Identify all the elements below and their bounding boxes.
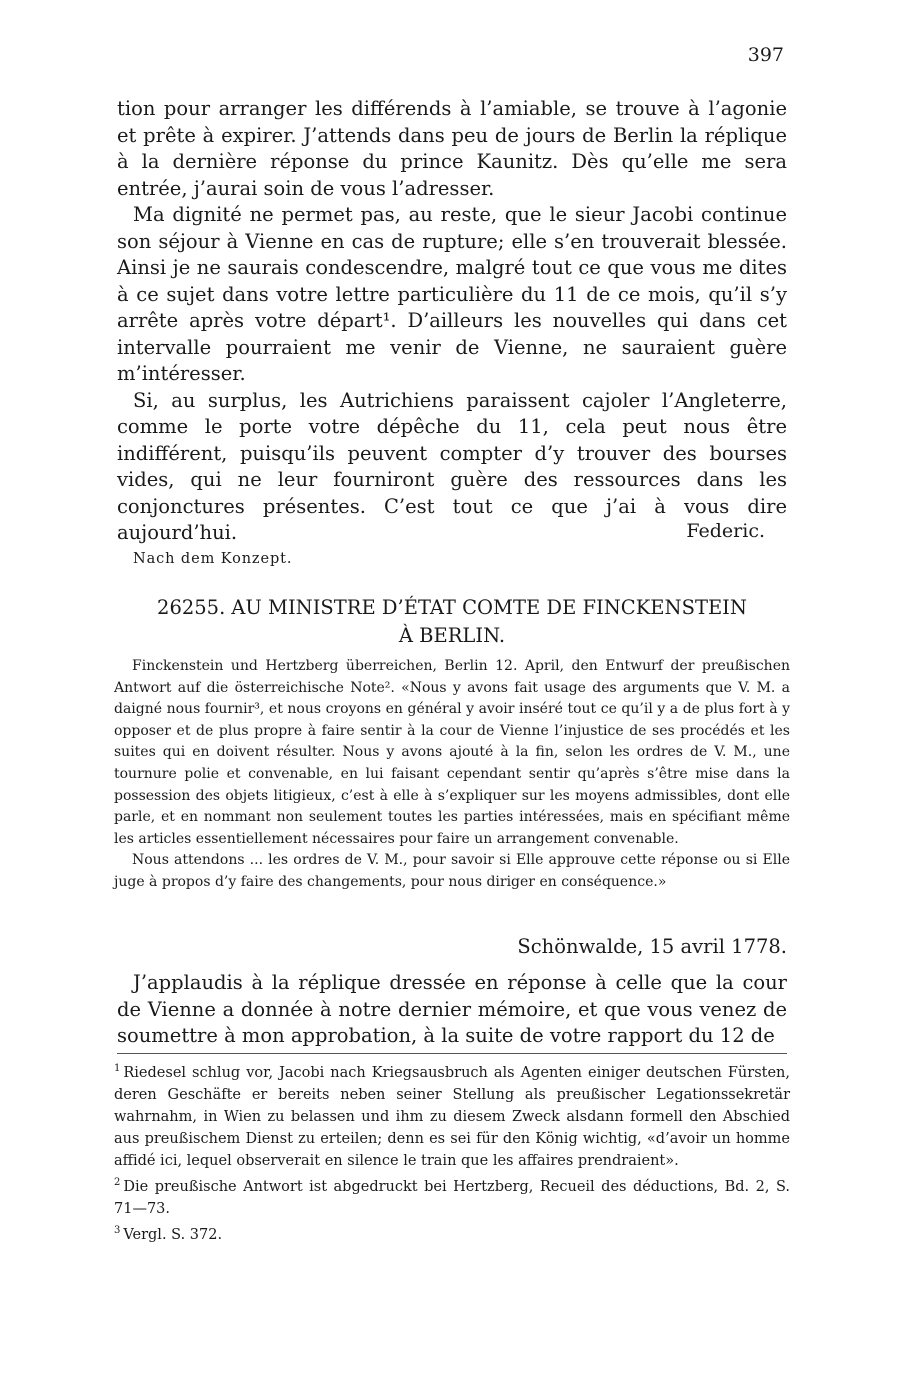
signature: Federic. (686, 520, 765, 542)
paragraph: tion pour arranger les différends à l’amiable, se trouve à l’agonie et prête à expirer. J’attends dans peu de jours de Berlin la réplique à la dernière réponse du prince Kaunitz. Dès qu’elle me sera entrée, j’aurai soin de vous l’adresser. (117, 97, 787, 200)
paragraph: Ma dignité ne permet pas, au reste, que le sieur Jacobi continue son séjour à Vienne en cas de rupture; elle s’en trouverait blessée. Ainsi je ne saurais condescendre, malgré tout ce que vous me dites à ce sujet dans votre lettre particulière du 11 de ce mois, qu’il s’y arrête après votre départ¹. D’ailleurs les nouvelles qui dans cet intervalle pourraient me venir de Vienne, ne sauraient guère m’intéresser. (117, 203, 787, 385)
footnotes (114, 1058, 790, 1245)
main-text (117, 96, 787, 547)
footnote-mark: 3 (114, 1224, 121, 1236)
paragraph: Si, au surplus, les Autrichiens paraissent cajoler l’Angleterre, comme le porte votre dépêche du 11, cela peut nous être indifférent, puisqu’ils peuvent compter d’y trouver des bourses vides, qui ne leur fourniront guère des ressources dans les conjonctures présentes. C’est tout ce que j’ai à vous dire aujourd’hui. (117, 388, 787, 544)
footnote-text: Riedesel schlug vor, Jacobi nach Kriegsausbruch als Agenten einiger deutschen Fürsten, deren Geschäfte er bereits neben seiner Stellung als preußischer Legationssekretär wahrnahm, in Wien zu belassen und ihm zu diesem Zweck alsdann formell den Abschied aus preußischem Dienst zu erteilen; denn es sei für den König wichtig, «d’avoir un homme affidé ici, lequel observerait en silence le train que les affaires prendraient». (114, 1064, 790, 1169)
source-note: Nach dem Konzept. (133, 551, 293, 567)
footnote-text: Die preußische Antwort ist abgedruckt bei Hertzberg, Recueil des déductions, Bd. 2, S. 71—73. (114, 1178, 790, 1217)
footnote (114, 1058, 790, 1172)
document-title-line1 (117, 594, 787, 622)
document-title-line2: À BERLIN. (398, 624, 506, 647)
dateline: Schönwalde, 15 avril 1778. (517, 935, 787, 958)
footnote-text: Vergl. S. 372. (123, 1226, 223, 1243)
footnote-divider (117, 1053, 787, 1054)
document-number: 26255. (157, 596, 226, 619)
document-header (117, 594, 787, 650)
summary-paragraph: Finckenstein und Hertzberg überreichen, Berlin 12. April, den Entwurf der preußischen Antwort auf die österreichische Note². «Nous y avons fait usage des arguments que V. M. a daigné nous fournir³, et nous croyons en général y avoir inséré tout ce qu’il y a de plus fort à y opposer et de plus propre à faire sentir à la cour de Vienne l’injustice de ses procédés et les suites qui en doivent résulter. Nous y avons ajouté à la fin, selon les ordres de V. M., une tournure polie et convenable, en lui faisant cependant sentir qu’après s’être mise dans la possession des objets litigieux, c’est à elle à s’expliquer sur les moyens admissibles, dont elle parle, et en nommant non seulement toutes les parties intéressées, mais en spécifiant même les articles essentiellement nécessaires pour faire un arrangement convenable. (114, 658, 790, 847)
summary-paragraph: Nous attendons ... les ordres de V. M., pour savoir si Elle approuve cette réponse ou si Elle juge à propos d’y faire des changements, pour nous diriger en conséquence.» (114, 852, 790, 890)
letter-text (117, 970, 787, 1050)
page-number: 397 (747, 44, 784, 66)
document-title: AU MINISTRE D’ÉTAT COMTE DE FINCKENSTEIN (231, 596, 747, 619)
document-summary (114, 656, 790, 894)
letter-paragraph: J’applaudis à la réplique dressée en réponse à celle que la cour de Vienne a donnée à notre dernier mémoire, et que vous venez de soumettre à mon approbation, à la suite de votre rapport du 12 de (117, 971, 787, 1047)
footnote (114, 1172, 790, 1220)
footnote (114, 1220, 790, 1246)
footnote-mark: 2 (114, 1176, 121, 1188)
footnote-mark: 1 (114, 1063, 121, 1074)
